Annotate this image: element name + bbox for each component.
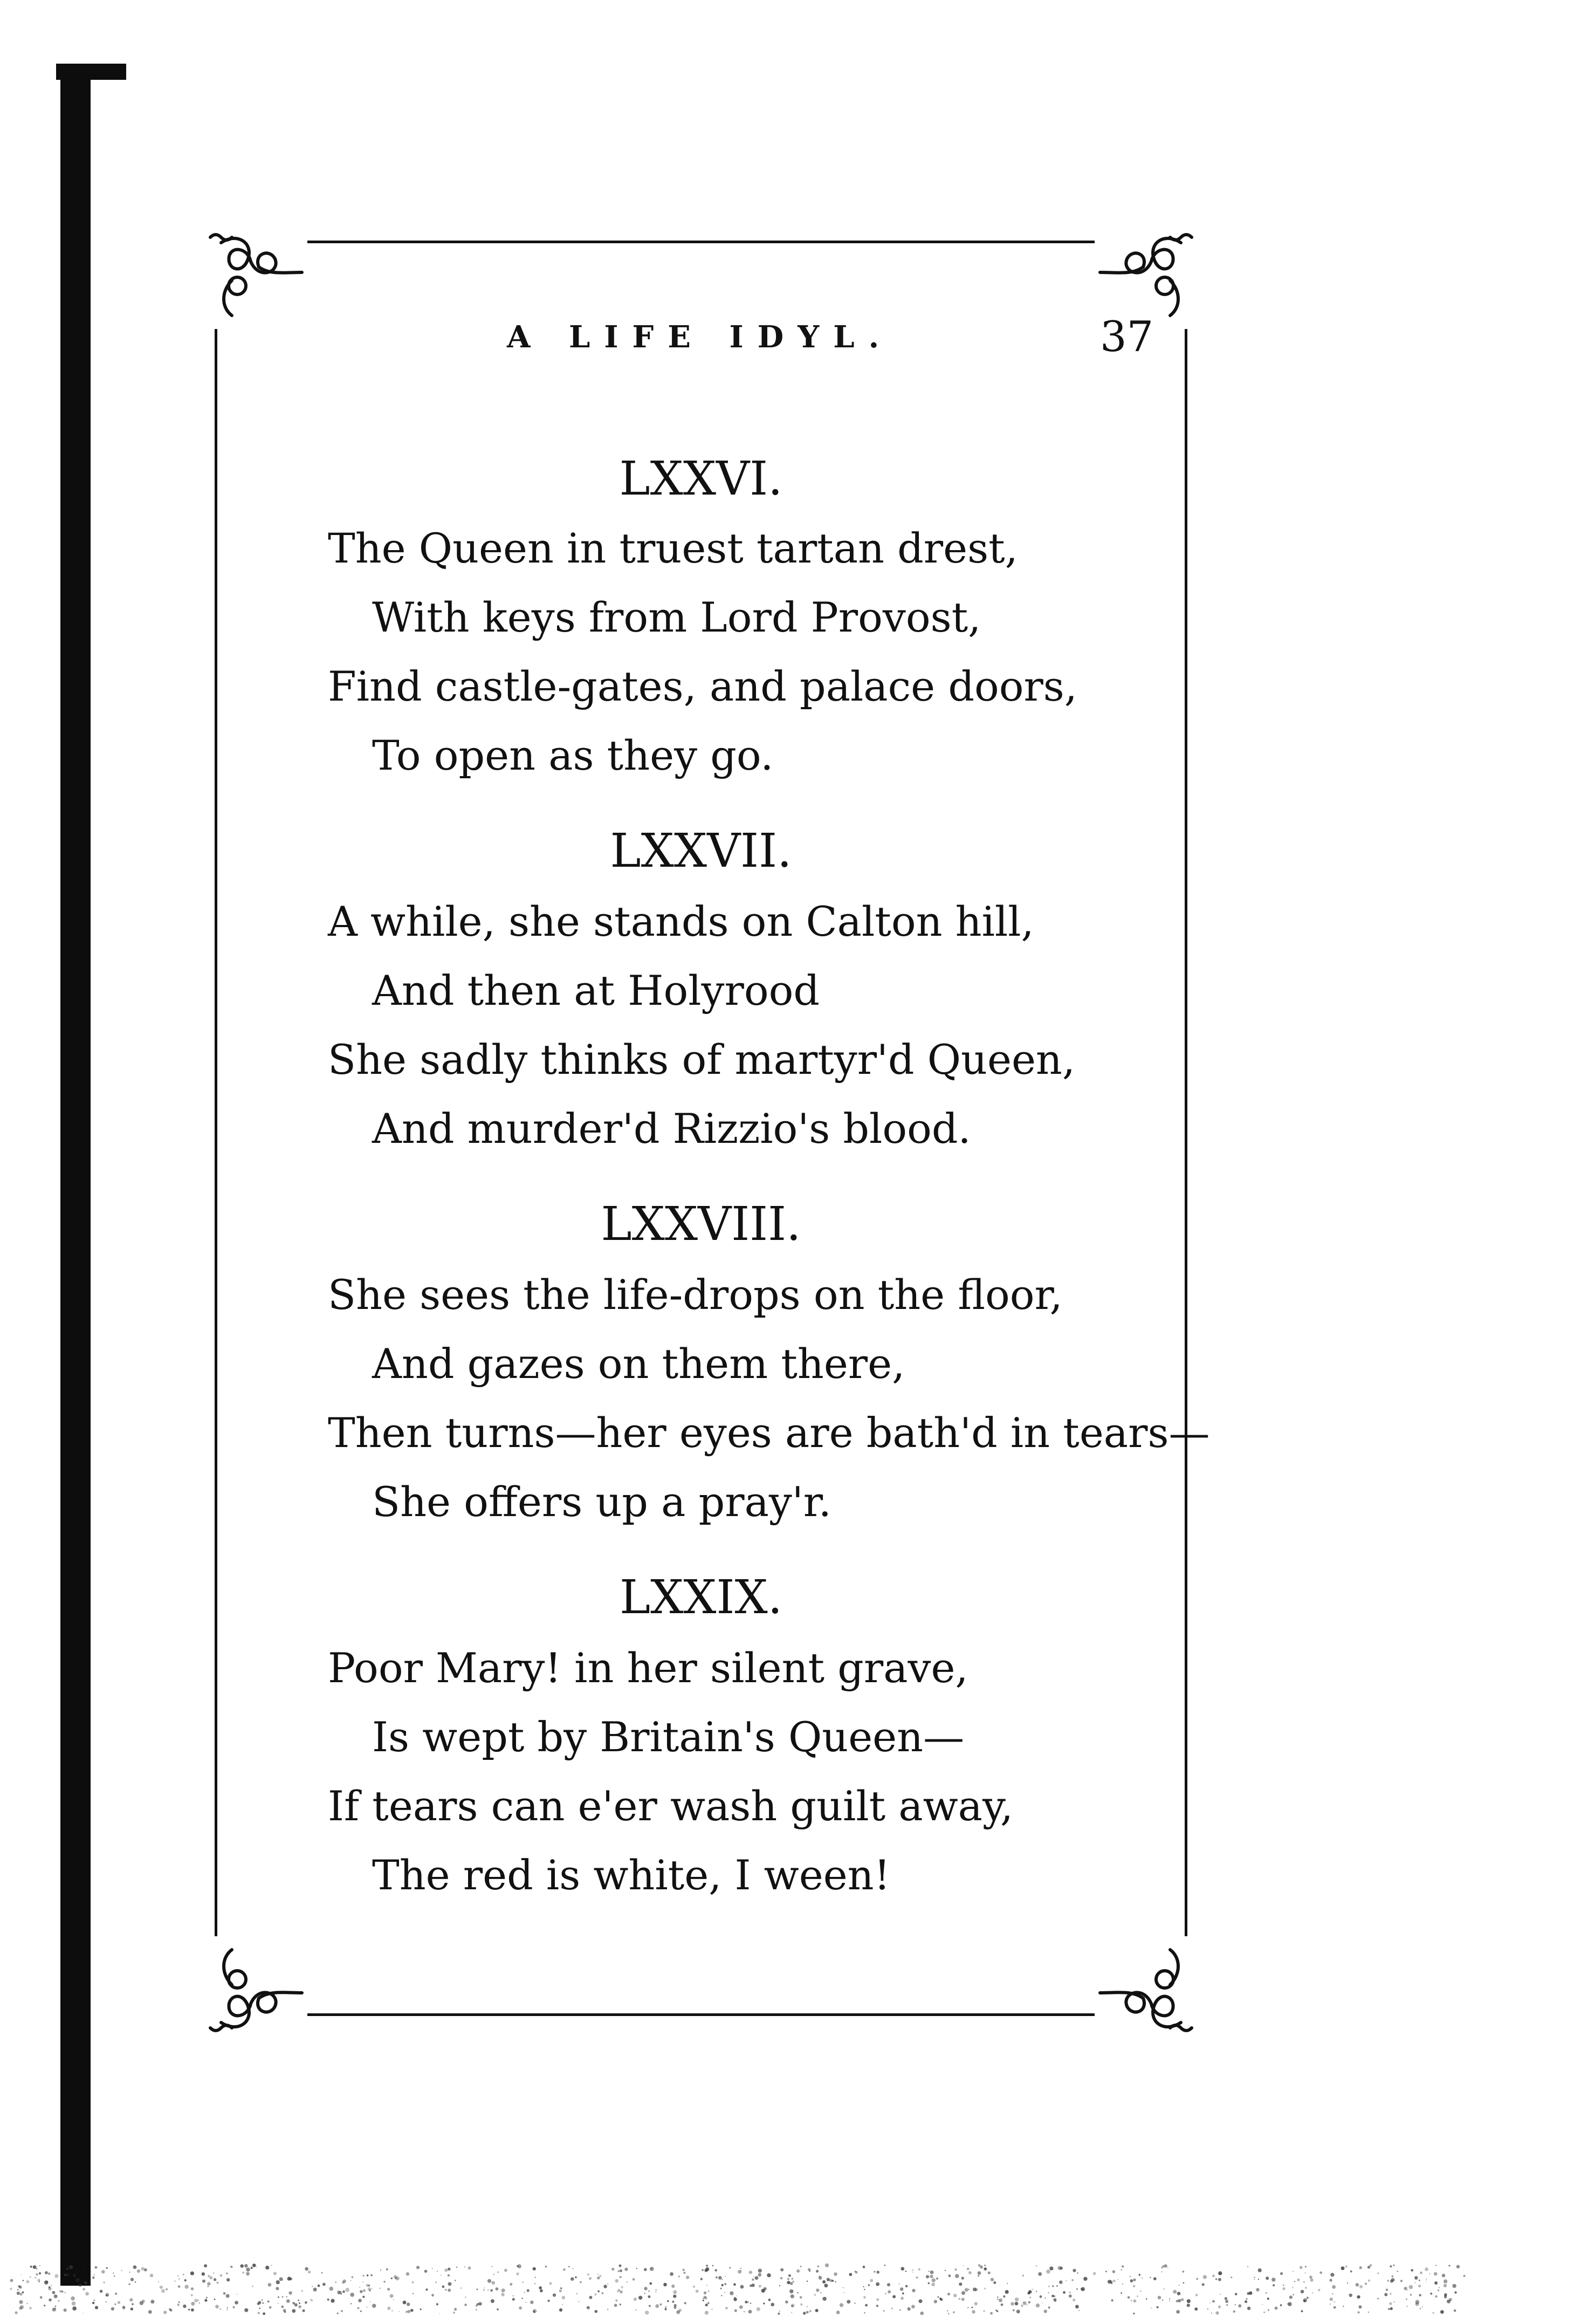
poem-line: Then turns—her eyes are bath'd in tears— [328, 1409, 1210, 1457]
poem-line: And then at Holyrood [372, 966, 820, 1014]
poem-line: Poor Mary! in her silent grave, [328, 1644, 968, 1692]
scan-noise [0, 2211, 1581, 2324]
stanza-numeral: LXXVII. [610, 824, 792, 878]
poem-line: To open as they go. [372, 731, 774, 779]
scroll-flourish-icon [200, 1936, 307, 2044]
scroll-flourish-icon [1095, 1936, 1202, 2044]
poem-line: Find castle-gates, and palace doors, [328, 662, 1077, 710]
page-number: 37 [1100, 313, 1154, 361]
poem-line: She sadly thinks of martyr'd Queen, [328, 1036, 1076, 1084]
scroll-flourish-icon [200, 221, 307, 329]
binding-edge-cap [56, 64, 126, 80]
poem-line: And murder'd Rizzio's blood. [372, 1105, 971, 1153]
poem-line: The red is white, I ween! [372, 1851, 891, 1899]
stanza-numeral: LXXIX. [619, 1571, 783, 1624]
poem-line: A while, she stands on Calton hill, [328, 897, 1034, 945]
poem-line: She offers up a pray'r. [372, 1478, 831, 1526]
poem-line: She sees the life-drops on the floor, [328, 1271, 1063, 1319]
poem-line: The Queen in truest tartan drest, [328, 524, 1018, 572]
poem-line: If tears can e'er wash guilt away, [328, 1782, 1013, 1830]
poem-line: With keys from Lord Provost, [372, 593, 981, 641]
running-title: A LIFE IDYL. [507, 319, 893, 355]
binding-edge [60, 64, 91, 2286]
stanza-numeral: LXXVI. [619, 452, 783, 506]
poem-line: Is wept by Britain's Queen— [372, 1713, 965, 1761]
poem-line: And gazes on them there, [372, 1340, 905, 1388]
stanza-numeral: LXXVIII. [601, 1197, 801, 1251]
